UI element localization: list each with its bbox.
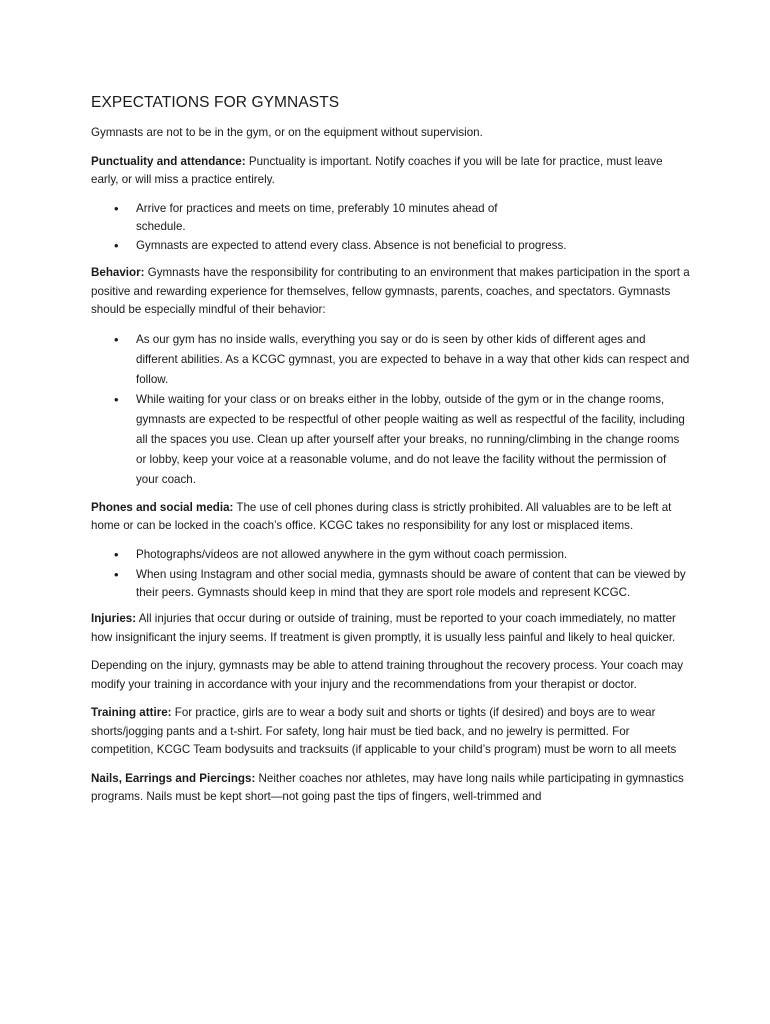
behavior-list xyxy=(91,330,690,490)
list-item: • While waiting for your class or on breaks either in the lobby, outside of the gym or in the change rooms, gymnasts are expected to be respectful of other people waiting as well as respectful of the facility, including all the spaces you use. Clean up after yourself after your breaks, no running/climbing in the change rooms or lobby, keep your voice at a reasonable volume, and do not leave the facility without the permission of your coach. xyxy=(91,390,690,490)
list-item: • When using Instagram and other social media, gymnasts should be aware of content that can be viewed by their peers. Gymnasts should keep in mind that they are sport role models and represent KCGC. xyxy=(91,566,690,601)
punctuality-text: Punctuality is important. Notify coaches if you will be late for practice, must leave early, or will miss a practice entirely. xyxy=(91,154,663,186)
attire-heading: Training attire: xyxy=(91,706,172,719)
behavior-paragraph xyxy=(91,264,690,320)
injuries-text: All injuries that occur during or outside of training, must be reported to your coach immediately, no matter how insignificant the injury seems. If treatment is given promptly, it is usually less painful and likely to heal quicker. xyxy=(91,612,676,644)
injuries-paragraph xyxy=(91,610,690,647)
punctuality-heading: Punctuality and attendance: xyxy=(91,154,246,168)
list-item: • As our gym has no inside walls, everything you say or do is seen by other kids of different ages and different abilities. As a KCGC gymnast, you are expected to behave in a way that other kids can respect and follow. xyxy=(91,330,690,390)
behavior-text: Gymnasts have the responsibility for contributing to an environment that makes participation in the sport a positive and rewarding experience for themselves, fellow gymnasts, parents, coaches, and spectators. Gymnasts should be especially mindful of their behavior: xyxy=(91,266,690,316)
intro-paragraph: Gymnasts are not to be in the gym, or on the equipment without supervision. xyxy=(91,126,483,139)
phones-list xyxy=(91,546,690,602)
list-item: • Gymnasts are expected to attend every class. Absence is not beneficial to progress. xyxy=(91,237,690,256)
attire-paragraph xyxy=(91,704,690,760)
page-title: EXPECTATIONS FOR GYMNASTS xyxy=(91,94,340,111)
nails-text: Neither coaches nor athletes, may have long nails while participating in gymnastics programs. Nails must be kept short—not going past the tips of fingers, well-trimmed and xyxy=(91,771,684,803)
punctuality-list xyxy=(91,200,690,256)
phones-heading: Phones and social media: xyxy=(91,500,234,514)
nails-heading: Nails, Earrings and Piercings: xyxy=(91,771,256,785)
behavior-heading: Behavior: xyxy=(91,266,145,279)
phones-text: The use of cell phones during class is strictly prohibited. All valuables are to be left at home or can be locked in the coach’s office. KCGC takes no responsibility for any lost or misplaced items. xyxy=(91,500,672,532)
punctuality-paragraph xyxy=(91,153,690,190)
list-item: • Photographs/videos are not allowed anywhere in the gym without coach permission. xyxy=(91,546,690,564)
nails-paragraph xyxy=(91,770,690,807)
attire-text: For practice, girls are to wear a body suit and shorts or tights (if desired) and boys are to wear shorts/jogging pants and a t-shirt. For safety, long hair must be tied back, and no jewelry is permitted. For competition, KCGC Team bodysuits and tracksuits (if applicable to your child’s program) must be worn to all meets xyxy=(91,706,677,756)
injuries-heading: Injuries: xyxy=(91,612,137,625)
phones-paragraph xyxy=(91,499,690,536)
list-item: • Arrive for practices and meets on time, preferably 10 minutes ahead of schedule. xyxy=(91,200,536,237)
injuries-followup-paragraph: Depending on the injury, gymnasts may be able to attend training throughout the recovery process. Your coach may modify your training in accordance with your injury and the recommendations from your therapist or doctor. xyxy=(91,659,684,691)
